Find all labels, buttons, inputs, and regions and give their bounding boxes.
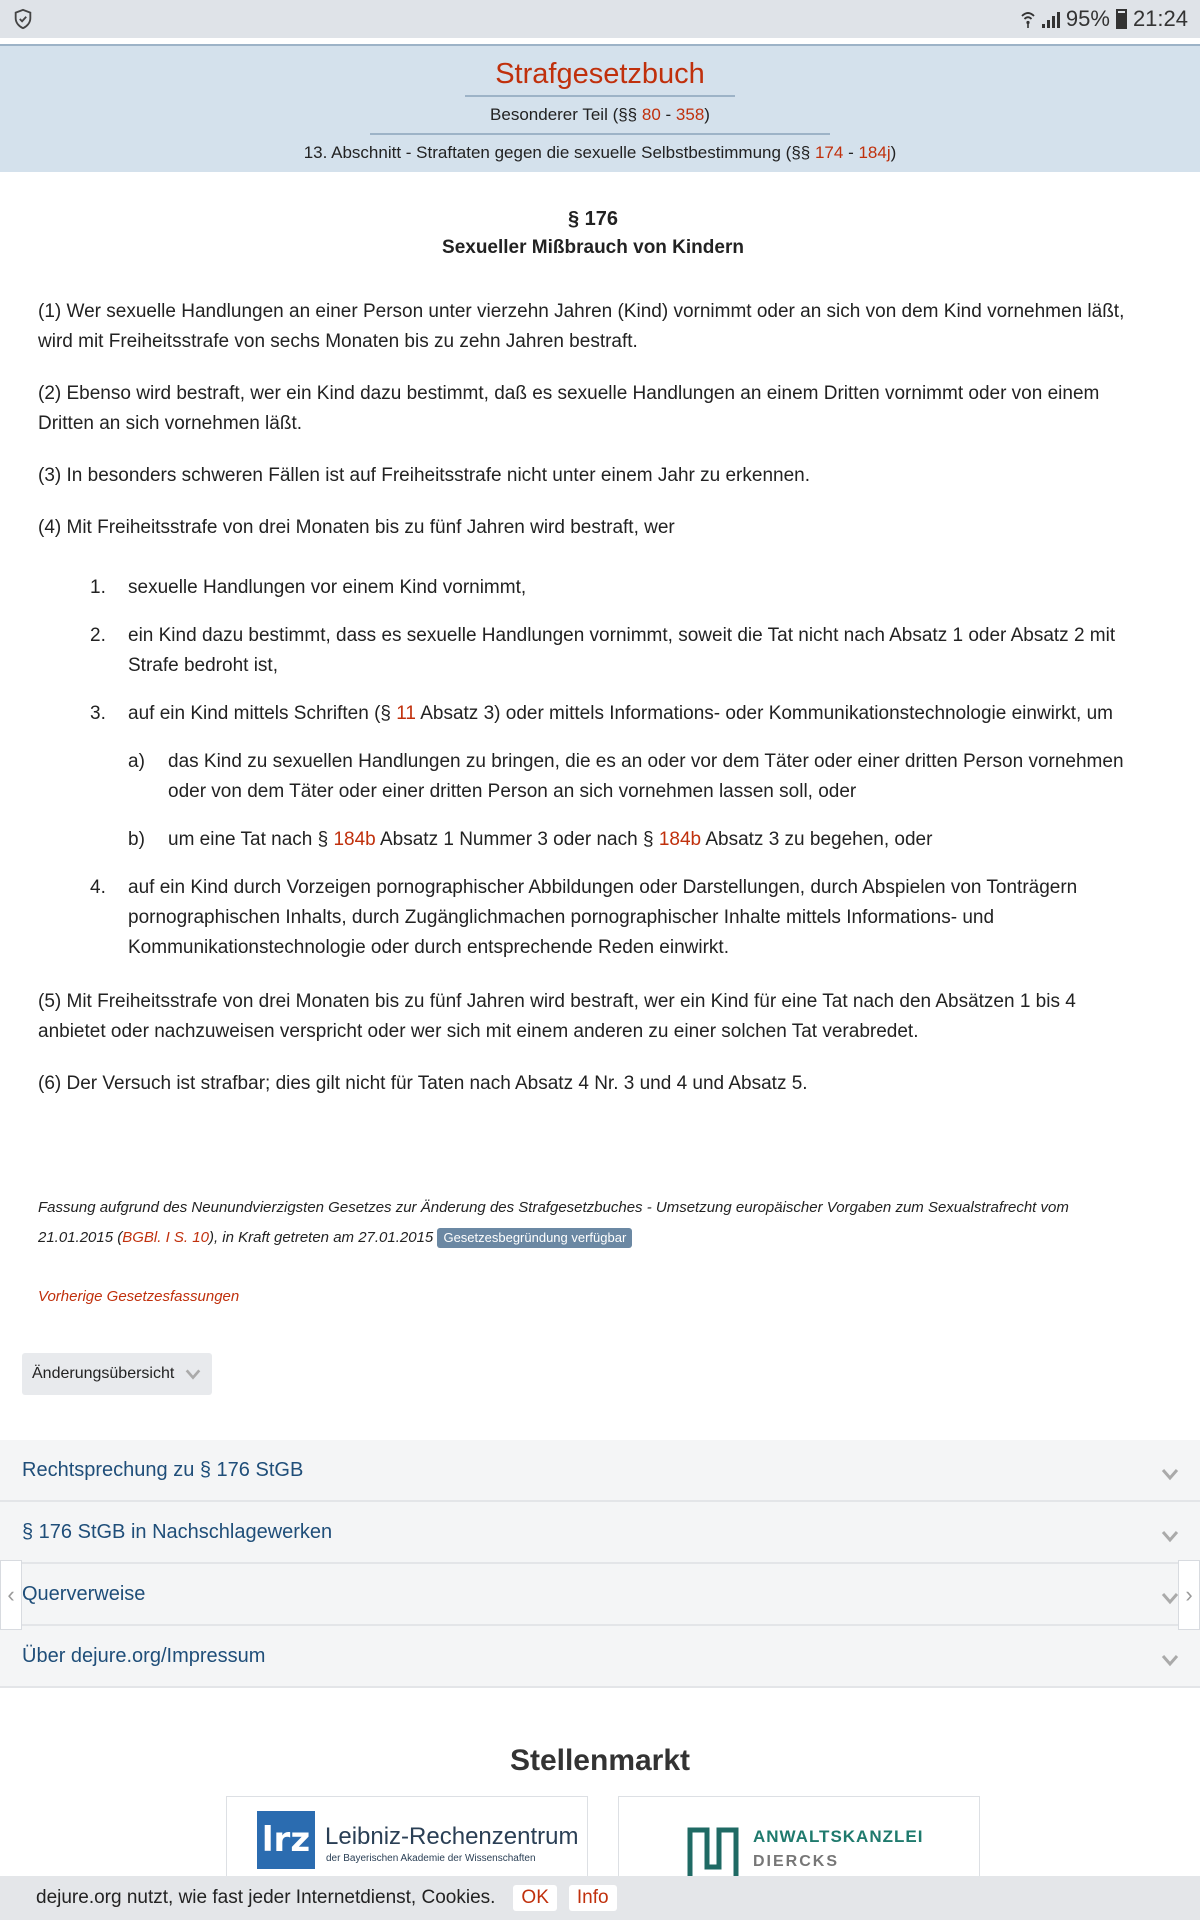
list-item [38,873,1148,963]
lrz-name: Leibniz-Rechenzentrum [325,1823,579,1850]
signal-icon [1042,10,1060,28]
accordion-rechtsprechung[interactable] [0,1440,1200,1502]
absatz-1: (1) Wer sexuelle Handlungen an einer Person unter vierzehn Jahren (Kind) vornimmt oder an sich von dem Kind vornehmen läßt, wird mit Freiheitsstrafe von sechs Monaten bis zu zehn Jahren bestraft. [38,301,1125,352]
accordion-querverweise[interactable] [0,1564,1200,1626]
list-number: 1. [90,577,106,598]
absatz-2: (2) Ebenso wird bestraft, wer ein Kind dazu bestimmt, daß es sexuelle Handlungen an einem Dritten vornimmt oder von einem Dritten an sich vornehmen läßt. [38,383,1100,434]
sub-letter: b) [128,829,145,850]
previous-versions-link[interactable]: Vorherige Gesetzesfassungen [38,1288,240,1305]
changes-label: Änderungsübersicht [32,1365,175,1382]
text-part: Absatz 3 zu begehen, oder [701,829,933,850]
note-text: Fassung aufgrund des Neunundvierzigsten Gesetzes zur Änderung des Strafgesetzbuches - Umsetzung europäischer Vorgaben zum Sexualstrafrecht vom 21.01.2015 ( [38,1199,1069,1246]
accordion-impressum[interactable] [0,1626,1200,1688]
ref-link-11[interactable]: 11 [396,703,416,724]
part-to-link[interactable]: 358 [675,105,705,124]
chevron-down-icon [1160,1588,1180,1608]
clock: 21:24 [1132,6,1188,31]
sub-item-a [128,747,1148,807]
text-part: um eine Tat nach § [168,829,334,850]
part-prefix: Besonderer Teil (§§ [490,105,642,124]
note-text: ), in Kraft getreten am 27.01.2015 [208,1229,438,1246]
list-text: auf ein Kind durch Vorzeigen pornographischer Abbildungen oder Darstellungen, durch Abspielen von Tonträgern pornographischen Inhalts, durch Zugänglichmachen pornographischer Inhalte mittels Informations- und Kommunikationstechnologie oder durch entsprechende Reden einwirkt. [128,877,1078,958]
chevron-down-icon [1160,1464,1180,1484]
sub-text: das Kind zu sexuellen Handlungen zu bringen, die es an oder vor dem Täter oder einer dritten Person vornehmen oder von dem Täter oder einer dritten Person an sich vornehmen lassen soll, oder [168,751,1124,802]
paragraph-number: § 176 [567,208,619,230]
sub-text [168,825,932,855]
accordion-label: Querverweise [22,1582,146,1605]
list-text: sexuelle Handlungen vor einem Kind vornimmt, [128,577,527,598]
text-part: auf ein Kind mittels Schriften (§ [128,703,397,724]
chevron-down-icon [1160,1650,1180,1670]
lrz-subtitle: der Bayerischen Akademie der Wissenschaften [326,1853,536,1864]
cookie-text: dejure.org nutzt, wie fast jeder Internetdienst, Cookies. [36,1887,496,1908]
paragraph-title: Sexueller Mißbrauch von Kindern [442,237,744,258]
wifi-icon [1020,10,1036,28]
absatz-4-list [38,573,1148,963]
law-title[interactable]: Strafgesetzbuch [465,58,735,97]
lrz-logo: lrz [257,1811,315,1869]
section-breadcrumb [0,143,1200,163]
list-text-container [128,699,1148,855]
absatz-6: (6) Der Versuch ist strafbar; dies gilt nicht für Taten nach Absatz 4 Nr. 3 und 4 und Absatz 5. [38,1073,808,1094]
jobs-title: Stellenmarkt [509,1744,691,1777]
section-prefix: 13. Abschnitt - Straftaten gegen die sexuelle Selbstbestimmung (§§ [303,143,815,162]
sub-item-b [128,825,1148,855]
version-note [38,1193,1148,1253]
absatz-5: (5) Mit Freiheitsstrafe von drei Monaten bis zu fünf Jahren wird bestraft, wer ein Kind für eine Tat nach den Absätzen 1 bis 4 anbietet oder nachzuweisen verspricht oder wer sich mit einem anderen zu einer solchen Tat verabredet. [38,991,1076,1042]
shield-check-icon [12,8,34,30]
accordion-label: Rechtsprechung zu § 176 StGB [22,1458,304,1481]
list-number: 4. [90,877,106,898]
section-to-link[interactable]: 184j [858,143,891,162]
article-body [38,208,1148,1099]
cookie-info-button[interactable]: Info [569,1885,617,1911]
bgbl-link[interactable]: BGBl. I S. 10 [122,1229,209,1246]
section-from-link[interactable]: 174 [814,143,844,162]
list-text [128,699,1148,729]
text-part: Absatz 3) oder mittels Informations- oder Kommunikationstechnologie einwirkt, um [415,703,1113,724]
section-separator: - [843,143,859,162]
part-from-link[interactable]: 80 [641,105,661,124]
gesetzesbegruendung-badge[interactable]: Gesetzesbegründung verfügbar [437,1228,632,1248]
list-item [38,573,1148,603]
prev-page-arrow-icon[interactable]: ‹ [0,1560,22,1630]
section-suffix: ) [890,143,897,162]
accordion-label: Über dejure.org/Impressum [22,1644,266,1667]
ref-link-184b[interactable]: 184b [658,829,702,850]
absatz-3: (3) In besonders schweren Fällen ist auf Freiheitsstrafe nicht unter einem Jahr zu erkennen. [38,465,810,486]
status-bar [0,0,1200,38]
part-suffix: ) [704,105,710,124]
part-separator: - [660,105,676,124]
ref-link-184b[interactable]: 184b [333,829,376,850]
accordion [0,1440,1200,1688]
chevron-down-icon [184,1365,202,1383]
accordion-nachschlagewerke[interactable] [0,1502,1200,1564]
sub-letter: a) [128,751,145,772]
text-part: Absatz 1 Nummer 3 oder nach § [375,829,659,850]
chevron-down-icon [1160,1526,1180,1546]
part-breadcrumb [490,105,710,125]
page-header [0,44,1200,172]
list-item [38,621,1148,681]
status-right [1020,6,1188,32]
cookie-ok-button[interactable]: OK [513,1885,556,1911]
changes-dropdown[interactable] [22,1353,212,1395]
next-page-arrow-icon[interactable]: › [1178,1560,1200,1630]
battery-percent: 95% [1065,6,1110,31]
list-number: 2. [90,625,106,646]
absatz-4: (4) Mit Freiheitsstrafe von drei Monaten bis zu fünf Jahren wird bestraft, wer [38,517,675,538]
list-item [38,699,1148,855]
list-number: 3. [90,703,106,724]
battery-icon [1116,9,1127,29]
anwaltskanzlei-name: ANWALTSKANZLEI [753,1827,924,1846]
cookie-banner [0,1876,1200,1920]
anwaltskanzlei-subtitle: DIERCKS [753,1853,840,1870]
accordion-label: § 176 StGB in Nachschlagewerken [22,1520,333,1543]
list-text: ein Kind dazu bestimmt, dass es sexuelle Handlungen vornimmt, soweit die Tat nicht nach Absatz 1 oder Absatz 2 mit Strafe bedroht ist, [128,625,1116,676]
